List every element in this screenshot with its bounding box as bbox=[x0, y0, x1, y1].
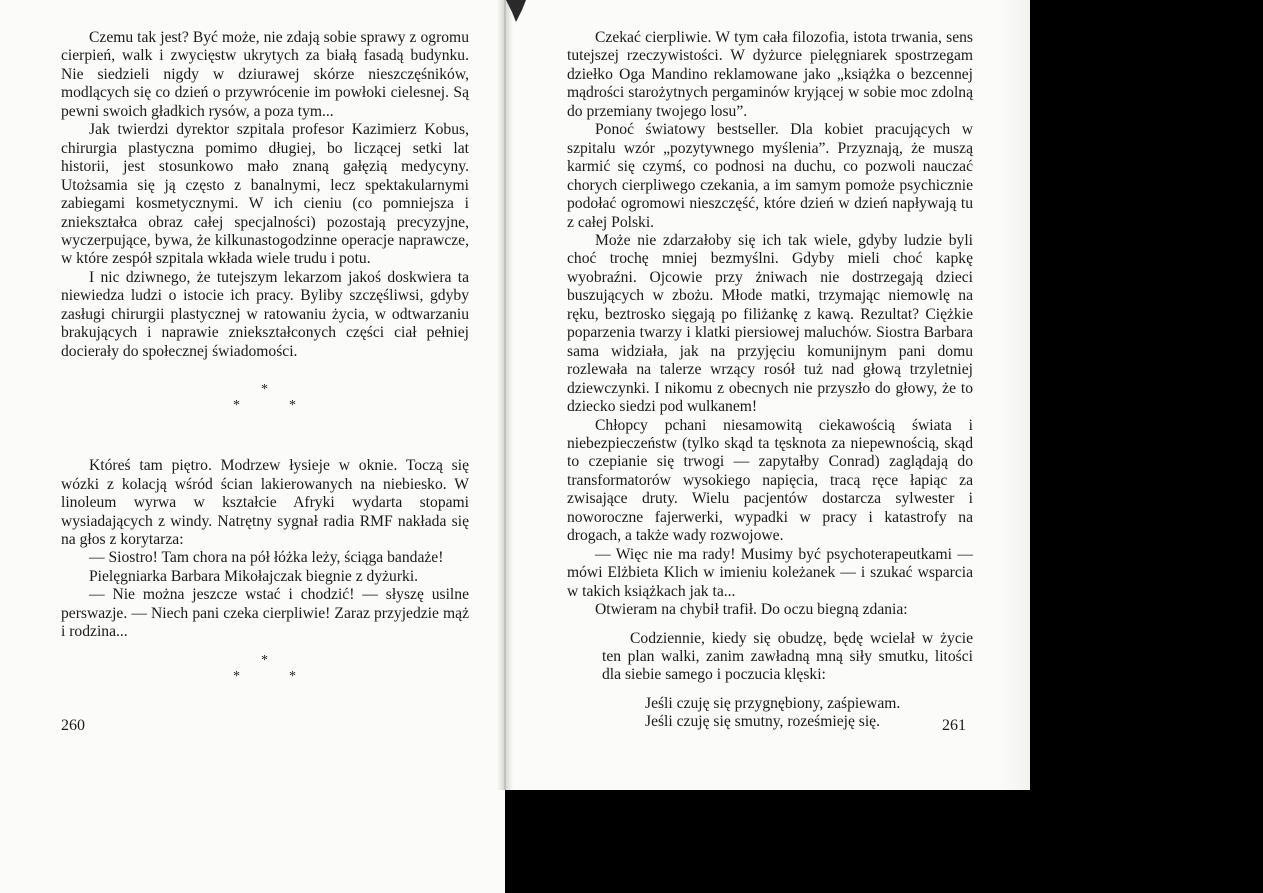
top-fold-mark bbox=[504, 0, 528, 26]
paragraph: Jak twierdzi dyrektor szpitala profesor Kazimierz Kobus, chirurgia plastyczna pomimo długiej, bo liczącej setki lat historii, jest stosunkowo mało znaną gałęzią medycyny. Utożsamia się ją często z banalnymi, lecz spektakularnymi zabiegami kosmetycznymi. W ich cieniu (co pomniejsza i zniekształca obraz całej specjalności) pozostają precyzyjne, wyczerpujące, bywa, że kilkunastogodzinne operacje naprawcze, w które zespół szpitala wkłada wiele trudu i potu. bbox=[61, 121, 469, 268]
verse-block bbox=[645, 695, 973, 732]
verse-line: Jeśli czuję się smutny, roześmieję się. bbox=[645, 713, 880, 731]
separator-star: * bbox=[233, 398, 240, 414]
section-separator bbox=[61, 652, 469, 688]
quote-text: Codziennie, kiedy się obudzę, będę wcielał w życie ten plan walki, zanim zawładną mną siły smutku, litości dla siebie samego i poczucia klęski: bbox=[602, 629, 973, 684]
verse-line: Jeśli czuję się przygnębiony, zaśpiewam. bbox=[645, 694, 901, 712]
quote-block bbox=[602, 630, 973, 685]
paragraph: I nic dziwnego, że tutejszym lekarzom jakoś doskwiera ta niewiedza ludzi o istocie ich pracy. Byliby szczęśliwsi, gdyby zasługi chirurgii plastycznej w ratowaniu życia, w odtwarzaniu brakujących i naprawie zniekształconych części ciał pełniej docierały do społecznej świadomości. bbox=[61, 268, 469, 360]
paragraph: — Nie można jeszcze wstać i chodzić! — słyszę usilne perswazje. — Niech pani czeka cierpliwie! Zaraz przyjedzie mąż i rodzina... bbox=[61, 586, 469, 641]
page-number-right: 261 bbox=[942, 717, 966, 734]
background-black bbox=[1030, 0, 1263, 893]
right-text-column bbox=[567, 29, 973, 732]
separator-star: * bbox=[289, 398, 296, 414]
separator-star: * bbox=[261, 652, 268, 668]
page-number-left: 260 bbox=[61, 717, 85, 734]
paragraph: Któreś tam piętro. Modrzew łysieje w oknie. Toczą się wózki z kolacją wśród ścian lakierowanych na niebiesko. W linoleum wyrwa w kształcie Afryki wydarta stopami wysiadających z windy. Natrętny sygnał radia RMF nakłada się na głos z korytarza: bbox=[61, 457, 469, 548]
paragraph: Czemu tak jest? Być może, nie zdają sobie sprawy z ogromu cierpień, walk i zwycięstw ukrytych za białą fasadą budynku. Nie siedzieli nigdy w dziurawej skórze nieszczęśników, modlących się co dzień o przywrócenie im powłoki cielesnej. Są pewni swoich gładkich rysów, a poza tym... bbox=[61, 29, 469, 120]
separator-star: * bbox=[261, 382, 268, 398]
paragraph: Pielęgniarka Barbara Mikołajczak biegnie z dyżurki. bbox=[89, 567, 419, 585]
paragraph: Chłopcy pchani niesamowitą ciekawością świata i niebezpieczeństw (tylko skąd ta tęsknota za niepewnością, skąd to czepianie się trwogi — zapytałby Conrad) zaglądają do transformatorów wysokiego napięcia, tracą ręce łapiąc za zwisające druty. Wielu pacjentów dostarcza sylwester i noworoczne fajerwerki, wypadki w pracy i katastrofy na drogach, a także wady rozwojowe. bbox=[567, 416, 973, 545]
paragraph: Czekać cierpliwie. W tym cała filozofia, istota trwania, sens tutejszej rzeczywistości. W dyżurce pielęgniarek spostrzegam dziełko Oga Mandino reklamowane jako „książka o bezcennej mądrości starożytnych pergaminów kryjącej w sobie moc zdolną do przemiany twojego losu”. bbox=[567, 29, 973, 120]
paragraph: — Więc nie ma rady! Musimy być psychoterapeutkami — mówi Elżbieta Klich w imieniu koleżanek — i szukać wsparcia w takich książkach jak ta... bbox=[567, 545, 973, 600]
separator-star: * bbox=[289, 668, 296, 684]
separator-star: * bbox=[233, 668, 240, 684]
paragraph: Otwieram na chybił trafił. Do oczu biegną zdania: bbox=[595, 601, 908, 619]
paragraph: — Siostro! Tam chora na pół łóżka leży, ściąga bandaże! bbox=[89, 549, 444, 567]
paragraph: Może nie zdarzałoby się ich tak wiele, gdyby ludzie byli choć trochę mniej bezmyślni. Gdyby mieli choć kapkę wyobraźni. Ojcowie przy żniwach nie dostrzegają dzieci buszujących w zbożu. Młode matki, trzymając niemowlę na ręku, beztrosko sięgają po filiżankę z kawą. Rezultat? Ciężkie poparzenia twarzy i klatki piersiowej maluchów. Siostra Barbara sama widziała, jak na przyjęciu komunijnym pani domu rozlewała na talerze wrzący rosół tuż nad głową trzyletniej dziewczynki. I nikomu z obecnych nie przyszło do głowy, że to dziecko siedzi pod wulkanem! bbox=[567, 231, 973, 416]
section-separator bbox=[61, 381, 469, 427]
left-text-column bbox=[61, 29, 469, 688]
book-gutter bbox=[497, 0, 513, 790]
paragraph: Ponoć światowy bestseller. Dla kobiet pracujących w szpitalu wzór „pozytywnego myślenia”. Przyznają, że muszą karmić się czymś, co podnosi na duchu, co pozwoli nauczać chorych cierpliwego czekania, a im samym pomoże psychicznie podołać ogromowi nieszczęść, które dzień w dzień napływają tu z całej Polski. bbox=[567, 121, 973, 231]
